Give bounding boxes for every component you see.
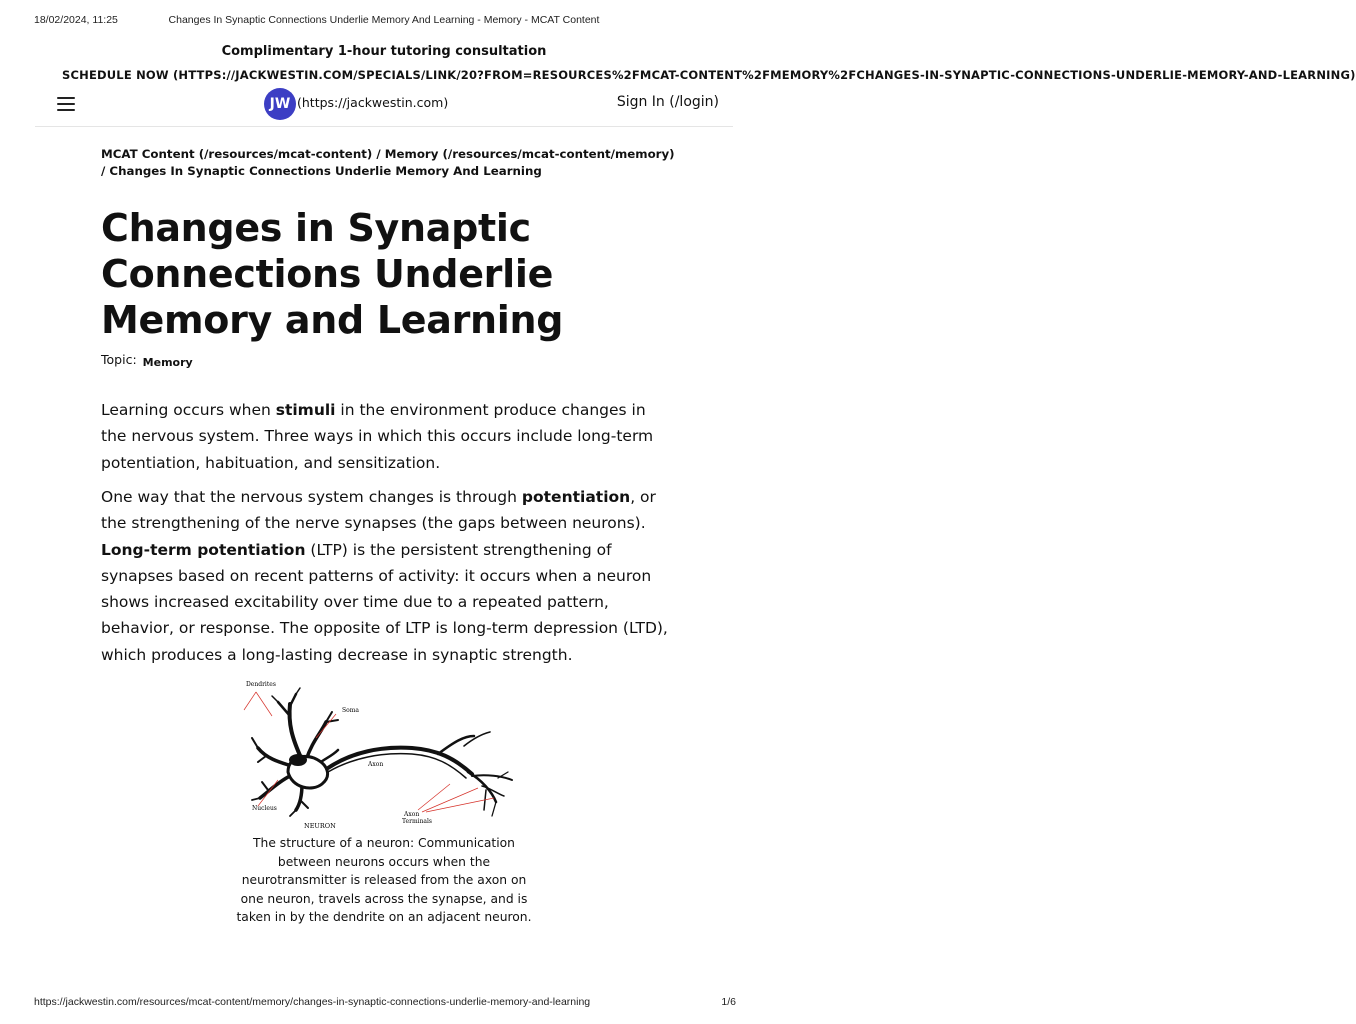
schedule-now-link[interactable]: SCHEDULE NOW (HTTPS://JACKWESTIN.COM/SPECIALS/LINK/20?FROM=RESOURCES%2FMCAT-CONTENT%2FMEMORY%2FCHANGES-IN-SYNAPTIC-CONNECTIONS-UNDERLIE-MEMORY-AND-LEARNING) <box>62 68 1356 82</box>
term-ltp: Long-term potentiation <box>101 540 306 559</box>
print-datetime: 18/02/2024, 11:25 <box>34 14 118 26</box>
breadcrumb-memory[interactable]: Memory (/resources/mcat-content/memory) <box>384 147 675 161</box>
label-dendrites: Dendrites <box>246 681 276 688</box>
promo-text: Complimentary 1-hour tutoring consultation <box>221 44 547 59</box>
jw-logo[interactable]: JW <box>264 88 296 120</box>
hamburger-menu-icon[interactable] <box>57 97 75 111</box>
print-page-title: Changes In Synaptic Connections Underlie Memory And Learning - Memory - MCAT Content <box>168 14 600 26</box>
home-link[interactable]: (https://jackwestin.com) <box>297 95 449 110</box>
top-nav <box>35 88 733 127</box>
neuron-diagram <box>242 676 528 832</box>
topic-row <box>101 352 193 367</box>
paragraph-2: One way that the nervous system changes is through potentiation, or the strengthening of the nerve synapses (the gaps between neurons). Long-term potentiation (LTP) is the persistent strengthening of synapses based on recent patterns of activity: it occurs when a neuron shows increased excitability over time due to a repeated pattern, behavior, or response. The opposite of LTP is long-term depression (LTD), which produces a long-lasting decrease in synaptic strength. <box>101 488 668 664</box>
label-neuron: NEURON <box>304 822 336 830</box>
paragraph-1: Learning occurs when stimuli in the environment produce changes in the nervous system. Three ways in which this occurs include long-term potentiation, habituation, and sensitization. <box>101 401 654 472</box>
breadcrumb-separator: / <box>101 164 110 178</box>
page-title: Changes in Synaptic Connections Underlie Memory and Learning <box>101 206 564 342</box>
label-axon: Axon <box>368 761 384 768</box>
term-stimuli: stimuli <box>275 401 336 419</box>
breadcrumb-mcat-content[interactable]: MCAT Content (/resources/mcat-content) <box>101 147 373 161</box>
topic-label: Topic: <box>101 352 137 367</box>
breadcrumb-separator: / <box>372 147 385 161</box>
term-potentiation: potentiation <box>521 488 631 506</box>
sign-in-link[interactable]: Sign In (/login) <box>616 94 719 110</box>
page-number: 1/6 <box>721 996 736 1008</box>
label-nucleus: Nucleus <box>252 805 277 812</box>
label-axon-terminals-1: Axon <box>404 811 420 818</box>
label-axon-terminals-2: Terminals <box>402 818 433 825</box>
topic-memory-link[interactable]: Memory <box>142 356 193 369</box>
breadcrumb-current: Changes In Synaptic Connections Underlie Memory And Learning <box>109 164 542 178</box>
figure-caption: The structure of a neuron: Communication between neurons occurs when the neurotransmitter is released from the axon on one neuron, travels across the synapse, and is taken in by the dendrite on an adjacent neuron. <box>236 836 532 924</box>
breadcrumb <box>101 146 681 180</box>
print-url: https://jackwestin.com/resources/mcat-content/memory/changes-in-synaptic-connections-underlie-memory-and-learning <box>34 996 591 1008</box>
neuron-figure <box>240 676 530 832</box>
label-soma: Soma <box>342 707 359 714</box>
